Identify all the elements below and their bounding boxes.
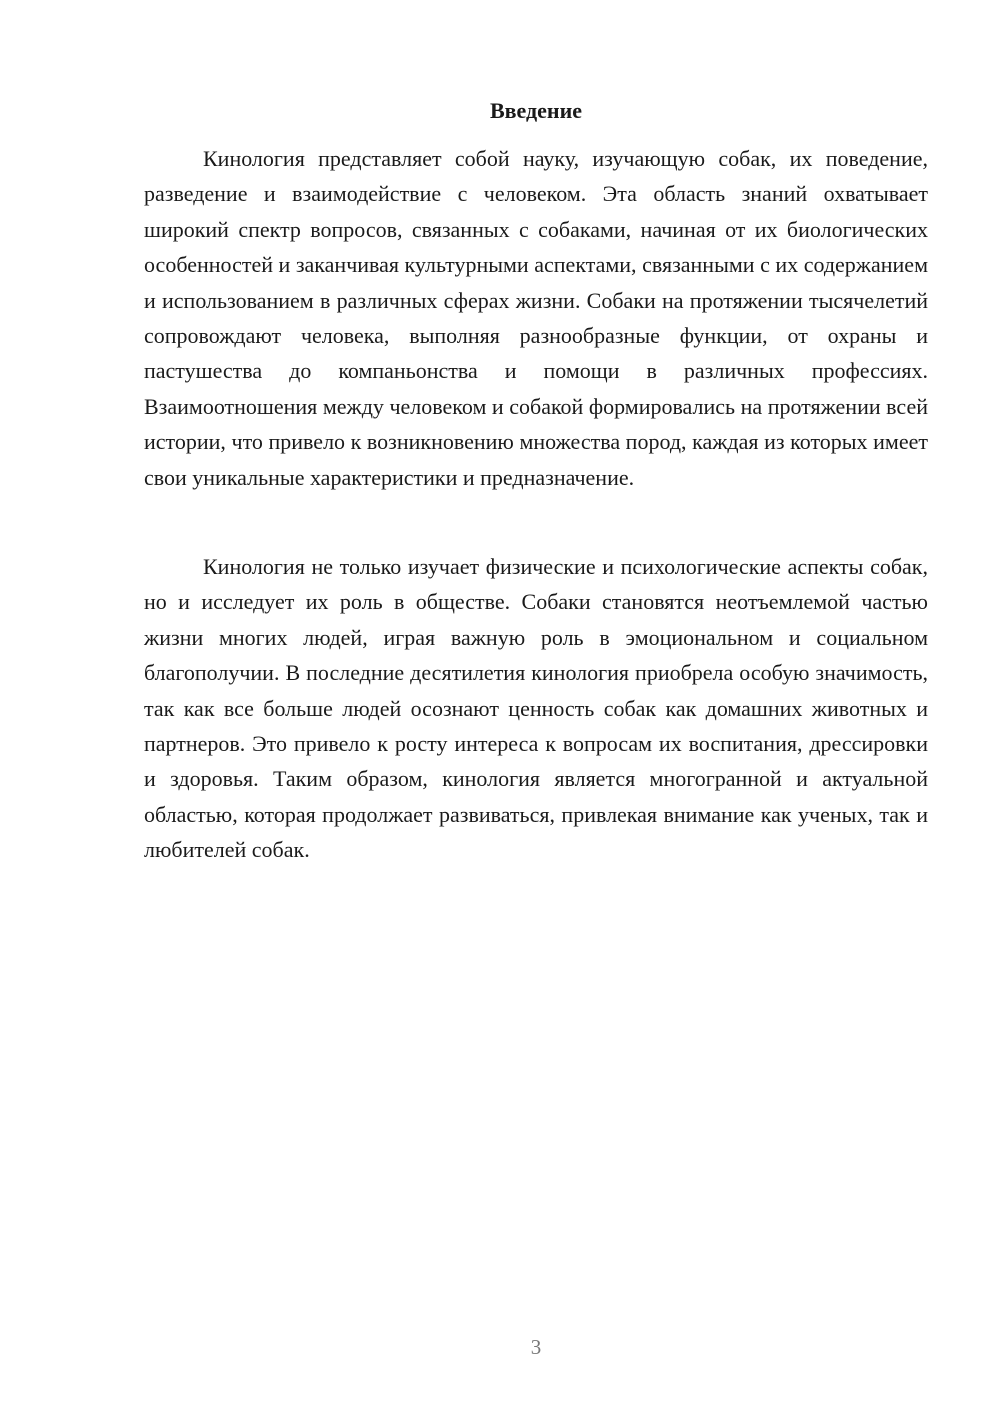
paragraph: Кинология не только изучает физические и психологические аспекты собак, но и исследует их роль в обществе. Собаки становятся неотъемлемой частью жизни многих людей, играя важную роль в эмоциональном и социальном благополучии. В последние десятилетия кинология приобрела особую значимость, так как все больше людей осознают ценность собак как домашних животных и партнеров. Это привело к росту интереса к вопросам их воспитания, дрессировки и здоровья. Таким образом, кинология является многогранной и актуальной областью, которая продолжает развиваться, привлекая внимание как ученых, так и любителей собак. (144, 554, 928, 863)
page-number: 3 (530, 1335, 542, 1359)
section-heading: Введение (489, 98, 583, 123)
paragraph: Кинология представляет собой науку, изучающую собак, их поведение, разведение и взаимодействие с человеком. Эта область знаний охватывает широкий спектр вопросов, связанных с собаками, начиная от их биологических особенностей и заканчивая культурными аспектами, связанными с их содержанием и использованием в различных сферах жизни. Собаки на протяжении тысячелетий сопровождают человека, выполняя разнообразные функции, от охраны и пастушества до компаньонства и помощи в различных профессиях. Взаимоотношения между человеком и собакой формировались на протяжении всей истории, что привело к возникновению множества пород, каждая из которых имеет свои уникальные характеристики и предназначение. (144, 146, 928, 490)
paragraph-block-2 (144, 549, 928, 868)
paragraph-block-1 (144, 141, 928, 495)
